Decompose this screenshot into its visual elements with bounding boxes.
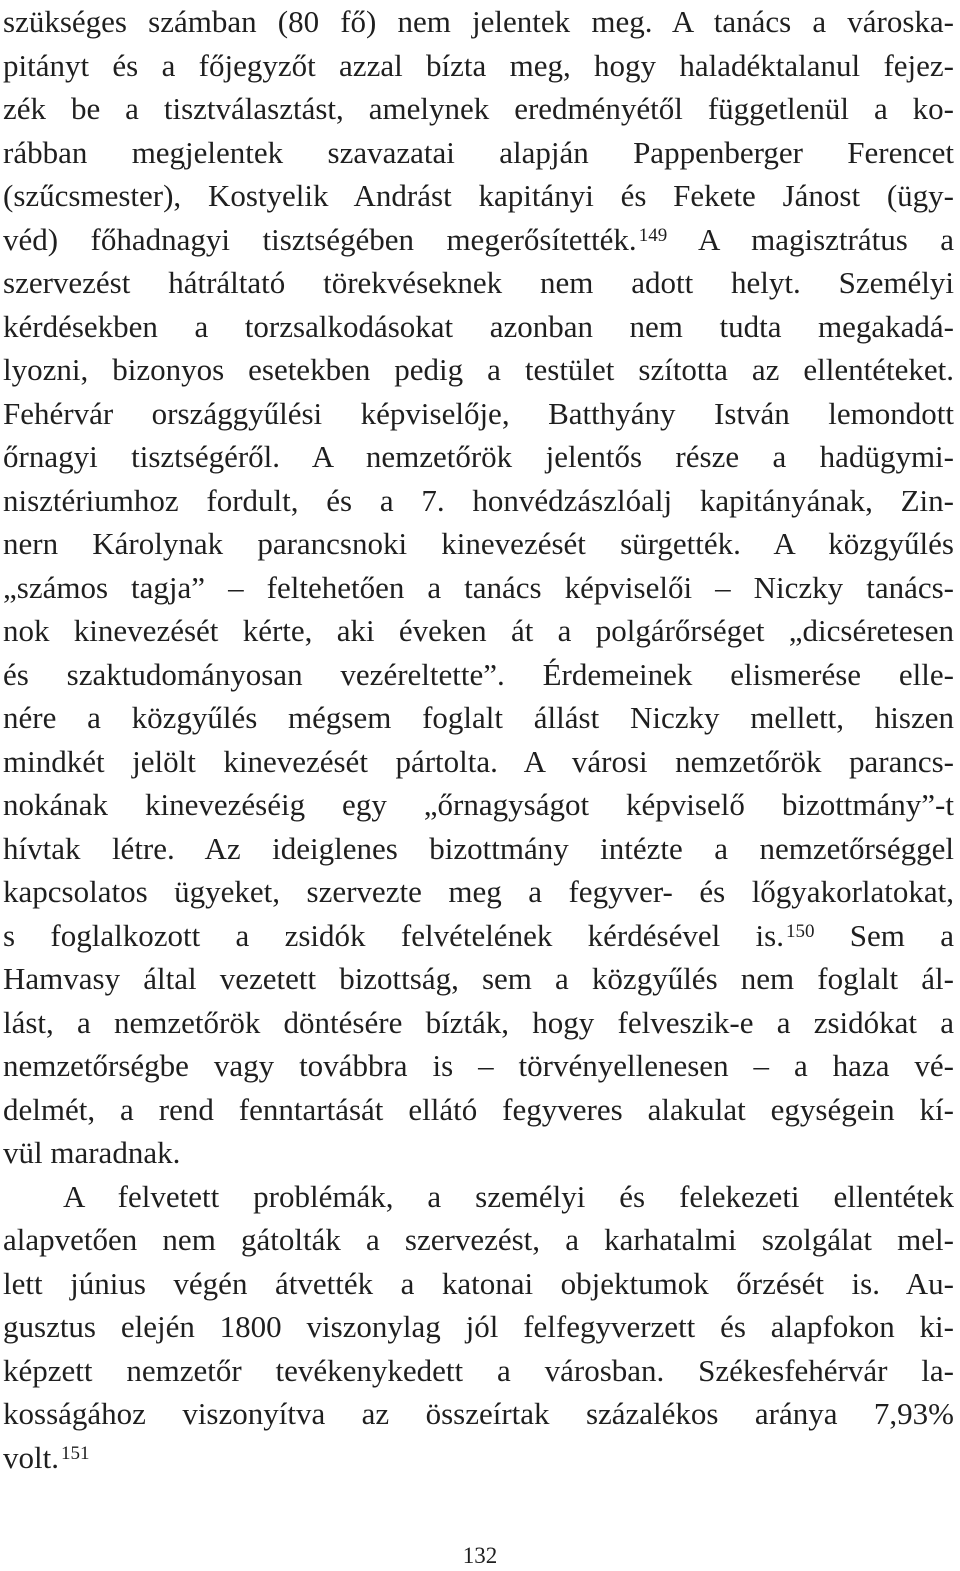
footnote-reference[interactable]: 149 (638, 224, 668, 246)
text-line (3, 1436, 954, 1480)
text-line: alapvetően nem gátolták a szervezést, a karhatalmi szolgálat mel- (3, 1222, 954, 1257)
text-segment: A magisztrátus a (667, 221, 954, 257)
text-segment: volt. (3, 1439, 59, 1475)
text-line: és szaktudományosan vezéreltette”. Érdemeinek elismerése elle- (3, 656, 954, 692)
text-line: kérdésekben a torzsalkodásokat azonban nem tudta megakadá- (3, 308, 954, 344)
text-line (3, 914, 954, 958)
text-line: pitányt és a főjegyzőt azzal bízta meg, hogy haladéktalanul fejez- (3, 47, 954, 83)
text-line: lyozni, bizonyos esetekben pedig a testület szította az ellentéteket. (3, 352, 954, 387)
text-line: „számos tagja” – feltehetően a tanács képviselői – Niczky tanács- (3, 569, 954, 605)
text-line: nére a közgyűlés mégsem foglalt állást Niczky mellett, hiszen (3, 700, 954, 735)
text-line: nisztériumhoz fordult, és a 7. honvédzászlóalj kapitányának, Zin- (3, 482, 954, 518)
text-segment: Sem a (814, 917, 955, 953)
text-line: nemzetőrségbe vagy továbbra is – törvényellenesen – a haza vé- (3, 1048, 954, 1083)
text-line: rábban megjelentek szavazatai alapján Pappenberger Ferencet (3, 134, 954, 170)
text-line: (szűcsmester), Kostyelik Andrást kapitányi és Fekete Jánost (ügy- (3, 178, 954, 213)
text-line: vül maradnak. (3, 1135, 181, 1170)
text-line: szervezést hátráltató törekvéseknek nem adott helyt. Személyi (3, 265, 954, 300)
text-line: delmét, a rend fenntartását ellátó fegyveres alakulat egységein kí- (3, 1091, 954, 1127)
text-line: mindkét jelölt kinevezését pártolta. A városi nemzetőrök parancs- (3, 743, 954, 779)
text-line: lett június végén átvették a katonai objektumok őrzését is. Au- (3, 1265, 954, 1301)
text-line: őrnagyi tisztségéről. A nemzetőrök jelentős része a hadügymi- (3, 439, 954, 474)
text-line: A felvetett problémák, a személyi és felekezeti ellentétek (63, 1178, 954, 1214)
paragraph (3, 1175, 954, 1480)
text-line: lást, a nemzetőrök döntésére bízták, hogy felveszik-e a zsidókat a (3, 1004, 954, 1040)
footnote-reference[interactable]: 150 (785, 920, 815, 942)
text-line: szükséges számban (80 fő) nem jelentek meg. A tanács a városka- (3, 4, 954, 39)
text-line: képzett nemzetőr tevékenykedett a városban. Székesfehérvár la- (3, 1352, 954, 1388)
paragraph (3, 0, 954, 1175)
footnote-reference[interactable]: 151 (60, 1442, 90, 1464)
text-line: zék be a tisztválasztást, amelynek eredményétől függetlenül a ko- (3, 91, 954, 126)
document-body (3, 0, 954, 1479)
text-line: nern Károlynak parancsnoki kinevezését sürgették. A közgyűlés (3, 526, 954, 561)
text-line: kapcsolatos ügyeket, szervezte meg a fegyver- és lőgyakorlatokat, (3, 874, 954, 909)
page-number: 132 (462, 1543, 498, 1568)
text-segment: s foglalkozott a zsidók felvételének kérdésével is. (3, 917, 784, 953)
text-line: nokának kinevezéséig egy „őrnagyságot képviselő bizottmány”-t (3, 787, 954, 822)
text-line: hívtak létre. Az ideiglenes bizottmány intézte a nemzetőrséggel (3, 830, 954, 866)
text-line: Hamvasy által vezetett bizottság, sem a közgyűlés nem foglalt ál- (3, 961, 954, 996)
text-segment: véd) főhadnagyi tisztségében megerősítették. (3, 221, 637, 257)
text-line: kosságához viszonyítva az összeírtak százalékos aránya 7,93% (3, 1396, 954, 1431)
text-line (3, 218, 954, 262)
text-line: gusztus elején 1800 viszonylag jól felfegyverzett és alapfokon ki- (3, 1309, 954, 1344)
text-line: Fehérvár országgyűlési képviselője, Batthyány István lemondott (3, 395, 954, 431)
text-line: nok kinevezését kérte, aki éveken át a polgárőrséget „dicséretesen (3, 613, 954, 648)
